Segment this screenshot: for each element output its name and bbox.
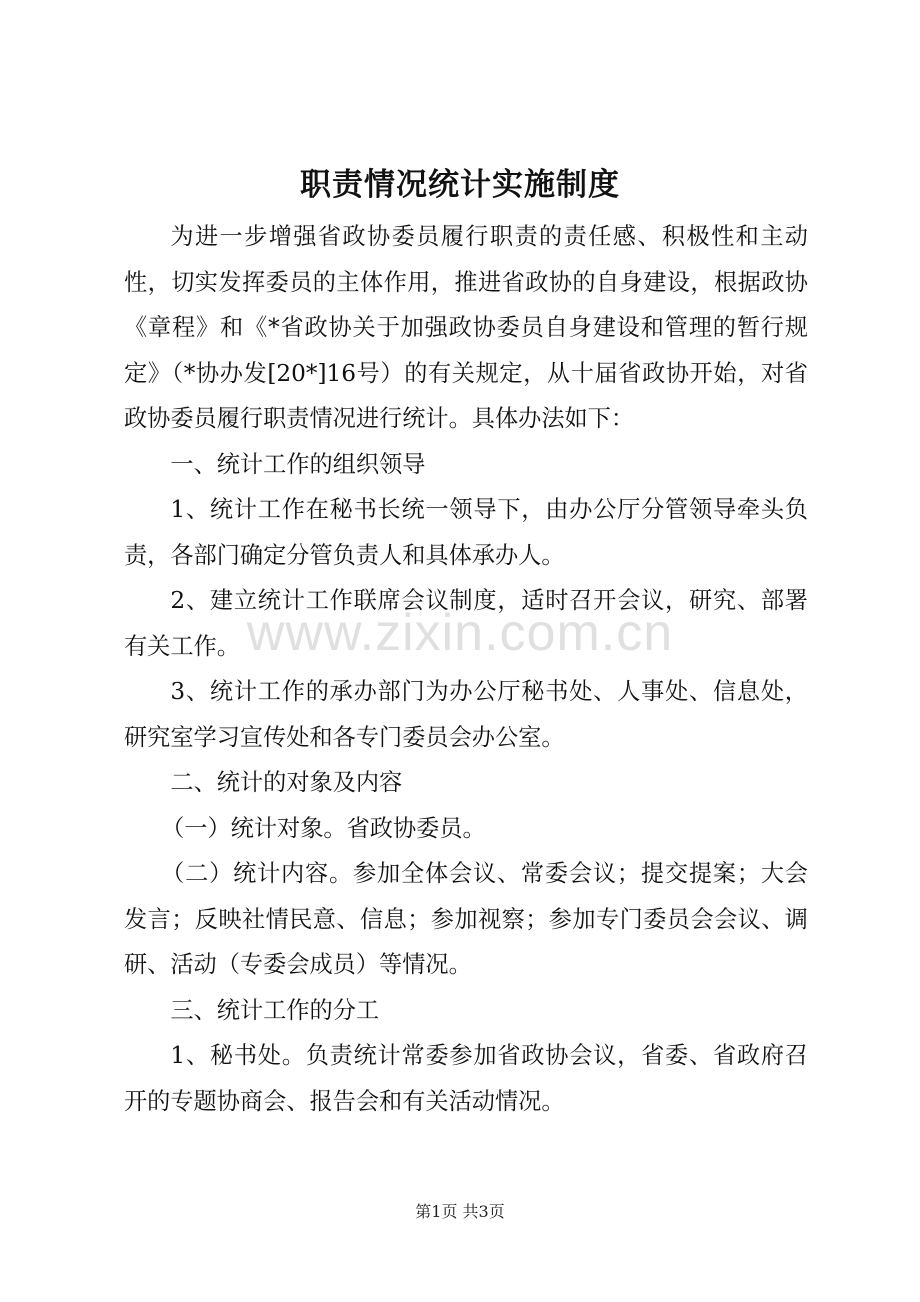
watermark: www.zixin.com.cn [246,604,674,662]
document-body [124,214,808,1124]
paragraph-intro: 为进一步增强省政协委员履行职责的责任感、积极性和主动性，切实发挥委员的主体作用，推进省政协的自身建设，根据政协《章程》和《*省政协关于加强政协委员自身建设和管理的暂行规定》（*协办发[20*]16号）的有关规定，从十届省政协开始，对省政协委员履行职责情况进行统计。具体办法如下： [124,223,808,432]
paragraph-1-1: 1、统计工作在秘书长统一领导下，由办公厅分管领导牵头负责，各部门确定分管负责人和具体承办人。 [124,496,808,569]
paragraph-1-2: 2、建立统计工作联席会议制度，适时召开会议，研究、部署有关工作。 [124,587,808,660]
paragraph-2-1: （一）统计对象。省政协委员。 [161,814,486,842]
page-footer: 第1页 共3页 [415,1202,505,1221]
paragraph-2-2: （二）统计内容。参加全体会议、常委会议；提交提案；大会发言；反映社情民意、信息；参加视察；参加专门委员会会议、调研、活动（专委会成员）等情况。 [124,860,808,978]
heading-section-3: 三、统计工作的分工 [170,996,380,1024]
document-title: 职责情况统计实施制度 [300,167,620,203]
paragraph-3-1: 1、秘书处。负责统计常委参加省政协会议，省委、省政府召开的专题协商会、报告会和有关活动情况。 [124,1042,808,1115]
paragraph-1-3: 3、统计工作的承办部门为办公厅秘书处、人事处、信息处，研究室学习宣传处和各专门委员会办公室。 [124,678,808,751]
heading-section-1: 一、统计工作的组织领导 [170,450,426,478]
heading-section-2: 二、统计的对象及内容 [170,769,403,796]
